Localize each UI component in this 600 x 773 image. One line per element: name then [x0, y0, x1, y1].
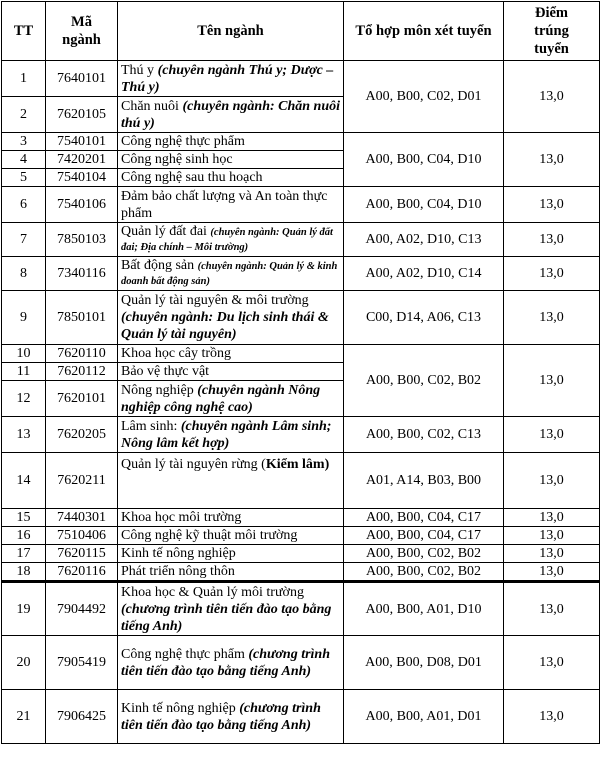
row-diem: 13,0 [504, 563, 600, 582]
row-tt: 12 [2, 381, 46, 417]
row-ten: Bảo vệ thực vật [118, 363, 344, 381]
table-row [2, 527, 600, 545]
row-ten: Khoa học cây trồng [118, 345, 344, 363]
row-tt: 15 [2, 509, 46, 527]
row-ma: 7540101 [46, 133, 118, 151]
table-row [2, 417, 600, 453]
row-ten: Khoa học môi trường [118, 509, 344, 527]
row-tt: 10 [2, 345, 46, 363]
row-to-hop: A00, B00, D08, D01 [344, 636, 504, 690]
row-tt: 21 [2, 690, 46, 744]
row-ten: Kinh tế nông nghiệp (chương trình tiên tiến đào tạo bằng tiếng Anh) [118, 690, 344, 744]
row-ten: Công nghệ kỹ thuật môi trường [118, 527, 344, 545]
row-ma: 7620205 [46, 417, 118, 453]
row-tt: 19 [2, 582, 46, 636]
header-diem: Điểm trúng tuyển [504, 2, 600, 61]
row-tt: 17 [2, 545, 46, 563]
row-ten: Đảm bảo chất lượng và An toàn thực phẩm [118, 187, 344, 223]
table-row [2, 257, 600, 291]
row-tt: 3 [2, 133, 46, 151]
row-ma: 7620115 [46, 545, 118, 563]
table-row [2, 453, 600, 509]
row-to-hop: A00, B00, A01, D10 [344, 582, 504, 636]
row-to-hop: A01, A14, B03, B00 [344, 453, 504, 509]
row-ten: Quản lý tài nguyên & môi trường (chuyên ngành: Du lịch sinh thái & Quản lý tài nguyên) [118, 291, 344, 345]
row-ten: Lâm sinh: (chuyên ngành Lâm sinh; Nông lâm kết hợp) [118, 417, 344, 453]
row-tt: 13 [2, 417, 46, 453]
row-diem: 13,0 [504, 527, 600, 545]
row-ma: 7905419 [46, 636, 118, 690]
row-ten: Bất động sản (chuyên ngành: Quản lý & kinh doanh bất động sản) [118, 257, 344, 291]
row-ten: Phát triển nông thôn [118, 563, 344, 582]
row-to-hop: A00, A02, D10, C14 [344, 257, 504, 291]
row-ma: 7620110 [46, 345, 118, 363]
row-ma: 7906425 [46, 690, 118, 744]
row-ma: 7850103 [46, 223, 118, 257]
row-to-hop: A00, B00, C02, B02 [344, 545, 504, 563]
row-ma: 7540106 [46, 187, 118, 223]
row-ten: Công nghệ thực phẩm [118, 133, 344, 151]
row-diem: 13,0 [504, 257, 600, 291]
row-diem: 13,0 [504, 636, 600, 690]
row-ma: 7440301 [46, 509, 118, 527]
row-tt: 8 [2, 257, 46, 291]
row-diem: 13,0 [504, 133, 600, 187]
row-diem: 13,0 [504, 545, 600, 563]
table-row [2, 291, 600, 345]
row-ma: 7620101 [46, 381, 118, 417]
row-diem: 13,0 [504, 582, 600, 636]
row-tt: 18 [2, 563, 46, 582]
row-ma: 7640101 [46, 61, 118, 97]
row-diem: 13,0 [504, 223, 600, 257]
row-tt: 20 [2, 636, 46, 690]
row-diem: 13,0 [504, 417, 600, 453]
row-to-hop: A00, B00, C02, B02 [344, 345, 504, 417]
row-ten: Quản lý đất đai (chuyên ngành: Quản lý đất đai; Địa chính – Môi trường) [118, 223, 344, 257]
row-tt: 11 [2, 363, 46, 381]
row-to-hop: C00, D14, A06, C13 [344, 291, 504, 345]
row-ten: Chăn nuôi (chuyên ngành: Chăn nuôi thú y) [118, 97, 344, 133]
row-ma: 7904492 [46, 582, 118, 636]
row-diem: 13,0 [504, 291, 600, 345]
row-ma: 7420201 [46, 151, 118, 169]
header-tt: TT [2, 2, 46, 61]
row-diem: 13,0 [504, 187, 600, 223]
table-row [2, 509, 600, 527]
row-diem: 13,0 [504, 509, 600, 527]
row-diem: 13,0 [504, 690, 600, 744]
row-ma: 7850101 [46, 291, 118, 345]
admission-table [1, 1, 600, 744]
row-tt: 4 [2, 151, 46, 169]
row-ma: 7510406 [46, 527, 118, 545]
row-tt: 1 [2, 61, 46, 97]
row-ten: Nông nghiệp (chuyên ngành Nông nghiệp công nghệ cao) [118, 381, 344, 417]
row-tt: 6 [2, 187, 46, 223]
row-tt: 9 [2, 291, 46, 345]
table-row [2, 223, 600, 257]
header-ten-nganh: Tên ngành [118, 2, 344, 61]
row-ma: 7620112 [46, 363, 118, 381]
row-ten: Công nghệ sinh học [118, 151, 344, 169]
row-diem: 13,0 [504, 453, 600, 509]
row-ma: 7540104 [46, 169, 118, 187]
row-to-hop: A00, B00, C04, D10 [344, 187, 504, 223]
table-row [2, 345, 600, 363]
row-tt: 5 [2, 169, 46, 187]
row-to-hop: A00, B00, C04, C17 [344, 509, 504, 527]
row-tt: 2 [2, 97, 46, 133]
row-diem: 13,0 [504, 61, 600, 133]
row-to-hop: A00, B00, C02, B02 [344, 563, 504, 582]
table-row [2, 133, 600, 151]
row-to-hop: A00, B00, C02, C13 [344, 417, 504, 453]
table-row [2, 690, 600, 744]
row-ten: Kinh tế nông nghiệp [118, 545, 344, 563]
table-row [2, 636, 600, 690]
table-row [2, 582, 600, 636]
row-ten: Công nghệ thực phẩm (chương trình tiên tiến đào tạo bằng tiếng Anh) [118, 636, 344, 690]
row-diem: 13,0 [504, 345, 600, 417]
row-to-hop: A00, B00, A01, D01 [344, 690, 504, 744]
header-ma-nganh: Mã ngành [46, 2, 118, 61]
row-to-hop: A00, B00, C04, C17 [344, 527, 504, 545]
row-ten: Khoa học & Quản lý môi trường (chương trình tiên tiến đào tạo bằng tiếng Anh) [118, 582, 344, 636]
header-to-hop: Tổ hợp môn xét tuyển [344, 2, 504, 61]
table-row [2, 563, 600, 582]
row-to-hop: A00, B00, C02, D01 [344, 61, 504, 133]
table-header-row [2, 2, 600, 61]
row-ma: 7620116 [46, 563, 118, 582]
row-ma: 7340116 [46, 257, 118, 291]
row-ma: 7620211 [46, 453, 118, 509]
row-ten: Quản lý tài nguyên rừng (Kiểm lâm) [118, 453, 344, 509]
row-to-hop: A00, A02, D10, C13 [344, 223, 504, 257]
table-row [2, 61, 600, 97]
row-tt: 14 [2, 453, 46, 509]
row-ten: Thú y (chuyên ngành Thú y; Dược – Thú y) [118, 61, 344, 97]
table-row [2, 187, 600, 223]
table-row [2, 545, 600, 563]
row-to-hop: A00, B00, C04, D10 [344, 133, 504, 187]
row-tt: 7 [2, 223, 46, 257]
row-ma: 7620105 [46, 97, 118, 133]
row-ten: Công nghệ sau thu hoạch [118, 169, 344, 187]
row-tt: 16 [2, 527, 46, 545]
